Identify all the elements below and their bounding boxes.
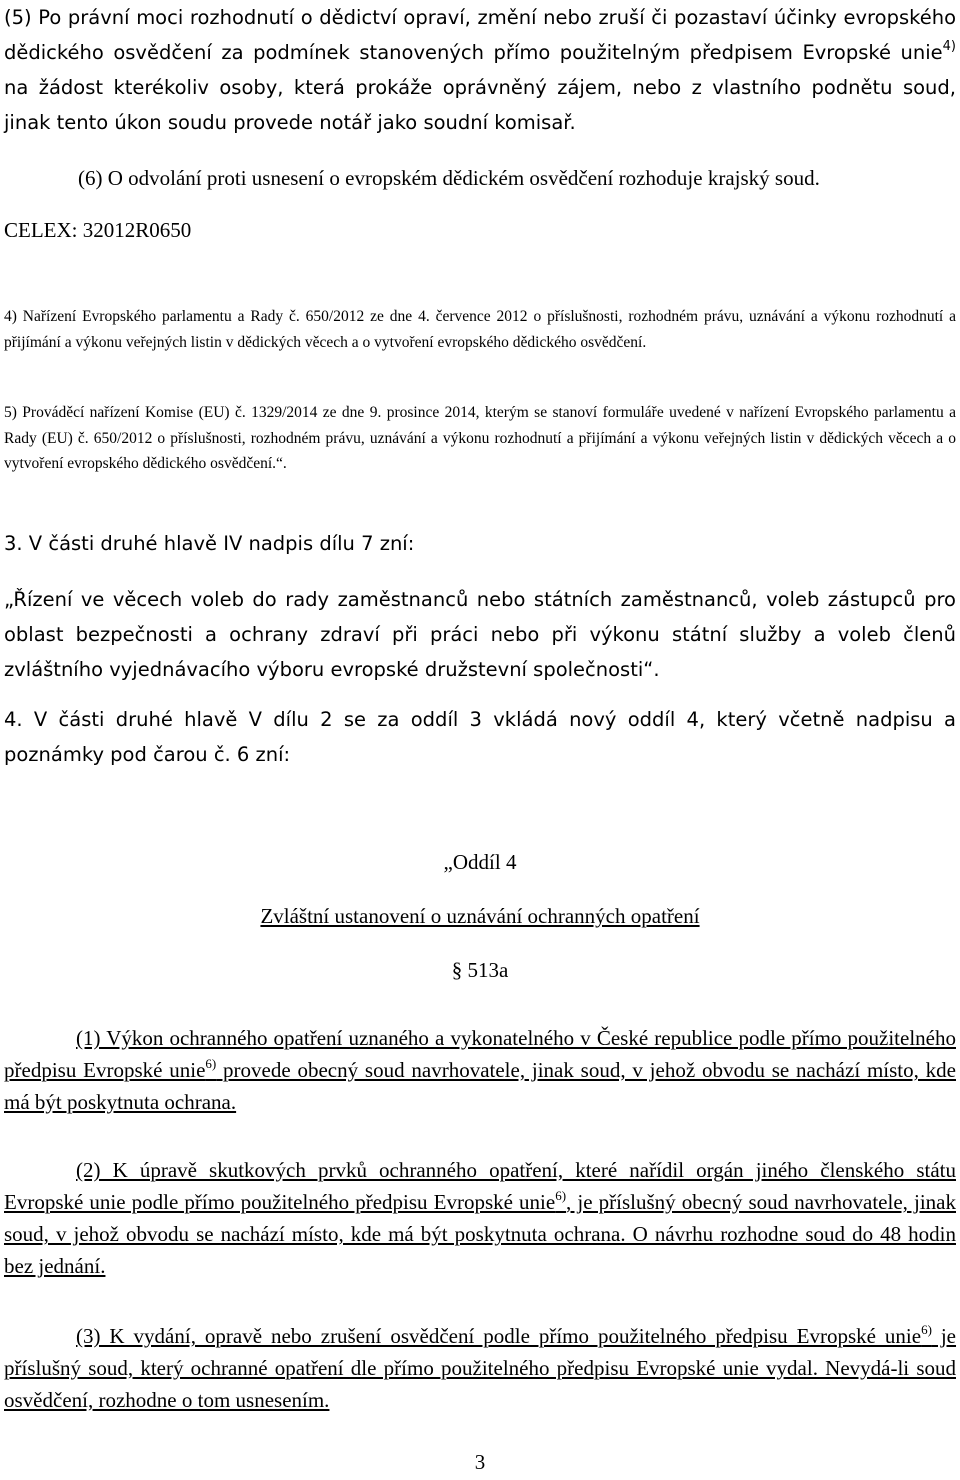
footnote-ref-4: 4)	[942, 39, 956, 54]
section-heading: „Oddíl 4	[443, 850, 517, 874]
subsection-2: (2) K úpravě skutkových prvků ochranného opatření, které nařídil orgán jiného členského státu Evropské unie podle přímo použitelného předpisu Evropské unie$^{6)}$, je příslušný obecný soud navrhovatele, jinak soud, v jehož obvodu se nachází místo, kde má být poskytnuta ochrana. O návrhu rozhodne soud do 48 hodin bez jednání.	[4, 1158, 956, 1278]
subsection-1: (1) Výkon ochranného opatření uznaného a vykonatelného v České republice podle přímo použitelného předpisu Evropské unie$^{6)}$ provede obecný soud navrhovatele, jinak soud, v jehož obvodu se nachází místo, kde má být poskytnuta ochrana.	[4, 1026, 956, 1114]
footnote-ref-6: 6)	[921, 1322, 932, 1337]
footnote-ref-6: 6)	[555, 1188, 567, 1203]
point-4-heading: 4. V části druhé hlavě V dílu 2 se za oddíl 3 vkládá nový oddíl 4, který včetně nadpisu a poznámky pod čarou č. 6 zní:	[4, 708, 956, 766]
section-title: Zvláštní ustanovení o uznávání ochranných opatření	[260, 904, 700, 928]
point-3-quote: „Řízení ve věcech voleb do rady zaměstnanců nebo státních zaměstnanců, voleb zástupců pro oblast bezpečnosti a ochrany zdraví při práci nebo při výkonu státní služby a voleb členů zvláštního vyjednávacího výboru evropské družstevní společnosti“.	[4, 588, 956, 681]
footnote-ref-6: 6)	[205, 1056, 217, 1071]
point-3-heading: 3. V části druhé hlavě IV nadpis dílu 7 zní:	[4, 532, 415, 555]
page-number: 3	[474, 1450, 486, 1474]
footnote-4: 4) Nařízení Evropského parlamentu a Rady č. 650/2012 ze dne 4. července 2012 o příslušnosti, rozhodném právu, uznávání a výkonu rozhodnutí a přijímání a výkonu veřejných listin v dědických věcech a o vytvoření evropského dědického osvědčení.	[4, 308, 956, 351]
celex-reference: CELEX: 32012R0650	[4, 218, 192, 242]
paragraph-mark: § 513a	[451, 958, 509, 982]
subsection-3: (3) K vydání, opravě nebo zrušení osvědčení podle přímo použitelného předpisu Evropské unie$^{6)}$ je příslušný soud, který ochranné opatření dle přímo použitelného předpisu Evropské unie vydal. Nevydá-li soud osvědčení, rozhodne o tom usnesením.	[4, 1322, 957, 1412]
paragraph-5: (5) Po právní moci rozhodnutí o dědictví opraví, změní nebo zruší či pozastaví účinky evropského dědického osvědčení za podmínek stanovených přímo použitelným předpisem Evropské unie$^{4)}$ na žádost kterékoliv osoby, která prokáže oprávněný zájem, nebo z vlastního podnětu soud, jinak tento úkon soudu provede notář jako soudní komisař.	[4, 6, 956, 134]
paragraph-6: (6) O odvolání proti usnesení o evropském dědickém osvědčení rozhoduje krajský soud.	[78, 166, 820, 190]
footnote-5: 5) Prováděcí nařízení Komise (EU) č. 1329/2014 ze dne 9. prosince 2014, kterým se stanoví formuláře uvedené v nařízení Evropského parlamentu a Rady (EU) č. 650/2012 o příslušnosti, rozhodném právu, uznávání a výkonu rozhodnutí a přijímání a výkonu veřejných listin v dědických věcech a o vytvoření evropského dědického osvědčení.“.	[4, 404, 956, 472]
